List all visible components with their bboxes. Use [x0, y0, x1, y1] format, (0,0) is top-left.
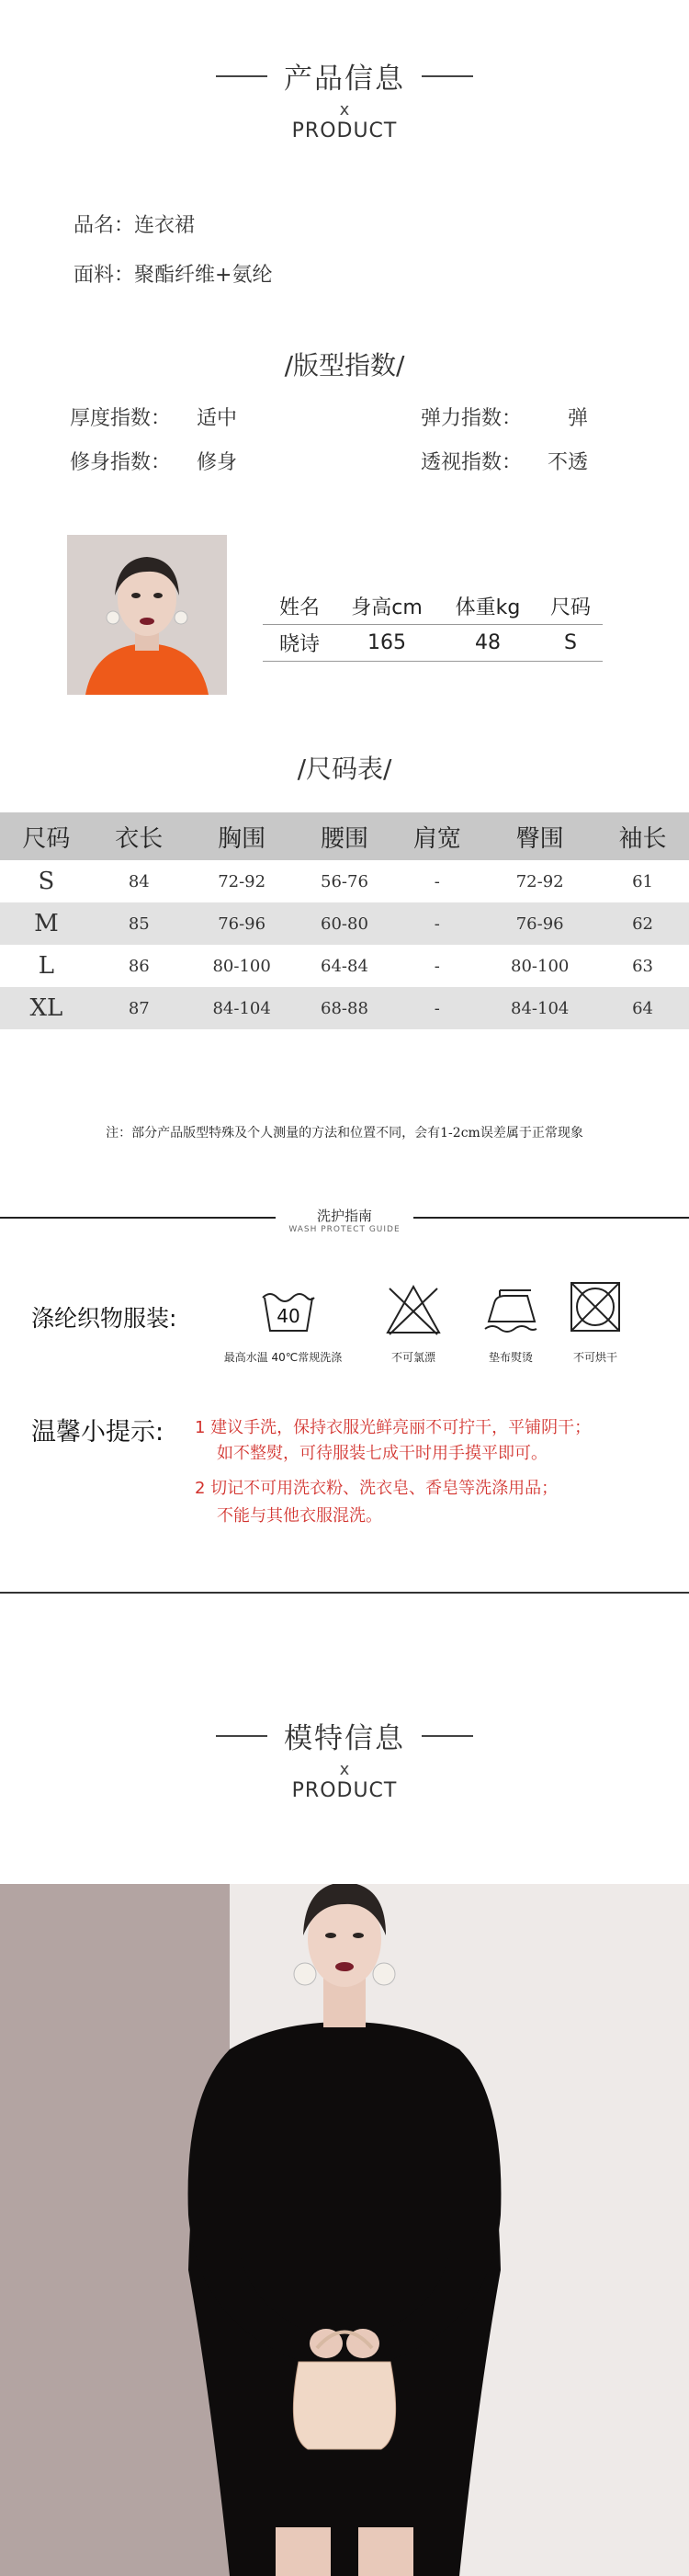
section-title-x: x — [339, 1760, 350, 1779]
care-guide-header — [276, 1206, 413, 1234]
model-name: 晓诗 — [278, 633, 320, 656]
care-divider-right — [413, 1217, 689, 1219]
size-col-shoulder: 肩宽 — [390, 812, 483, 860]
fit-index-title: /版型指数/ — [284, 350, 405, 380]
table-cell: 76-96 — [483, 902, 596, 945]
title-dash-left — [216, 75, 267, 77]
size-col-waist: 腰围 — [299, 812, 391, 860]
table-cell: 56-76 — [321, 871, 368, 891]
elastic-value: 弹 — [568, 407, 589, 430]
tips-label: 温馨小提示: — [31, 1418, 164, 1447]
model-portrait-photo — [67, 535, 227, 695]
table-row — [0, 860, 689, 902]
model-portrait-illustration — [67, 535, 227, 695]
section-title: 模特信息 — [284, 1722, 405, 1755]
table-cell: 76-96 — [186, 902, 299, 945]
title-dash-left — [216, 1735, 267, 1737]
table-cell: 85 — [93, 902, 186, 945]
fit-value: 修身 — [197, 451, 238, 474]
table-cell: 72-92 — [218, 871, 266, 891]
fit-label: 修身指数： — [70, 451, 172, 474]
size-col-size: 尺码 — [0, 812, 93, 860]
sheer-value: 不透 — [548, 451, 589, 474]
model-weight: 48 — [475, 631, 501, 654]
elastic-label: 弹力指数： — [421, 407, 523, 430]
tip-line-2: 如不整熨，可待服装七成干时用手摸平即可。 — [217, 1444, 548, 1463]
product-fabric — [73, 259, 272, 288]
size-col-bust: 胸围 — [186, 812, 299, 860]
table-cell: 72-92 — [515, 871, 564, 891]
table-cell: - — [434, 956, 440, 976]
table-cell: - — [434, 871, 440, 891]
table-cell: 80-100 — [511, 956, 570, 976]
care-fabric-label: 涤纶织物服装: — [31, 1305, 177, 1332]
wash-tub-icon — [259, 1287, 318, 1334]
section-title-en: PRODUCT — [291, 1779, 398, 1802]
care-divider-left — [0, 1217, 276, 1219]
table-cell: 60-80 — [299, 902, 391, 945]
fabric-label: 面料： — [73, 264, 135, 287]
size-cell: XL — [0, 987, 93, 1029]
table-cell: 80-100 — [212, 956, 271, 976]
product-name — [73, 210, 195, 238]
size-col-length: 衣长 — [93, 812, 186, 860]
size-chart-title: /尺码表/ — [297, 754, 392, 784]
table-cell: 84-104 — [483, 987, 596, 1029]
thickness-label: 厚度指数： — [70, 407, 172, 430]
section-title-en: PRODUCT — [291, 119, 398, 142]
size-col-hip: 臀围 — [483, 812, 596, 860]
no-bleach-label: 不可氯漂 — [390, 1351, 435, 1364]
product-name-value: 连衣裙 — [134, 214, 196, 237]
title-dash-right — [422, 75, 473, 77]
table-row — [0, 902, 689, 945]
table-cell: 61 — [632, 871, 653, 891]
tip-line-1: 1 建议手洗，保持衣服光鲜亮丽不可拧干，平铺阴干； — [195, 1418, 592, 1437]
model-table-header-row — [263, 588, 603, 624]
iron-label: 垫布熨烫 — [488, 1351, 533, 1364]
table-row — [0, 945, 689, 987]
table-cell: - — [390, 987, 483, 1029]
table-cell: 64 — [596, 987, 689, 1029]
tip-line-4: 不能与其他衣服混洗。 — [217, 1506, 382, 1526]
model-col-weight: 体重kg — [455, 596, 521, 619]
table-cell: - — [390, 902, 483, 945]
section-title-x: x — [339, 100, 350, 119]
table-cell: 84-104 — [186, 987, 299, 1029]
model-info-table — [263, 588, 603, 662]
table-cell: 68-88 — [299, 987, 391, 1029]
model-section-header — [0, 1715, 689, 1802]
tip-line-3: 2 切记不可用洗衣粉、洗衣皂、香皂等洗涤用品； — [195, 1479, 559, 1498]
thickness-value: 适中 — [197, 407, 238, 430]
product-name-label: 品名： — [73, 214, 135, 237]
measurement-note: 注：部分产品版型特殊及个人测量的方法和位置不同，会有1-2cm误差属于正常现象 — [106, 1126, 583, 1140]
model-col-name: 姓名 — [278, 596, 320, 619]
table-cell: 64-84 — [321, 956, 368, 976]
no-bleach-icon — [384, 1283, 443, 1336]
care-title-en: WASH PROTECT GUIDE — [288, 1225, 401, 1234]
size-cell: S — [38, 868, 55, 895]
size-chart-table — [0, 812, 689, 1029]
no-tumble-dry-icon — [568, 1279, 623, 1334]
care-title-cn: 洗护指南 — [316, 1208, 372, 1224]
size-cell: M — [0, 902, 93, 945]
fabric-value: 聚酯纤维+氨纶 — [134, 264, 273, 287]
iron-with-cloth-icon — [481, 1287, 540, 1334]
wash-temp: 40 — [277, 1305, 300, 1327]
model-col-height: 身高cm — [351, 596, 423, 619]
table-cell: 87 — [93, 987, 186, 1029]
model-col-size: 尺码 — [549, 596, 591, 619]
table-row — [0, 987, 689, 1029]
table-cell: 86 — [128, 956, 150, 976]
size-col-sleeve: 袖长 — [596, 812, 689, 860]
size-table-header-row — [0, 812, 689, 860]
model-full-illustration — [0, 1884, 689, 2576]
table-cell: 63 — [632, 956, 653, 976]
size-cell: L — [38, 952, 55, 980]
section-divider — [0, 1592, 689, 1594]
no-tumble-dry-label: 不可烘干 — [572, 1351, 617, 1364]
sheer-label: 透视指数： — [421, 451, 523, 474]
title-dash-right — [422, 1735, 473, 1737]
model-size: S — [564, 631, 577, 654]
section-title: 产品信息 — [284, 62, 405, 96]
table-cell: 84 — [128, 871, 150, 891]
table-cell: 62 — [596, 902, 689, 945]
wash-label: 最高水温 40℃常规洗涤 — [223, 1351, 343, 1364]
model-height: 165 — [367, 631, 406, 654]
model-table-row — [263, 625, 603, 661]
model-full-photo — [0, 1884, 689, 2576]
product-section-header — [0, 55, 689, 142]
